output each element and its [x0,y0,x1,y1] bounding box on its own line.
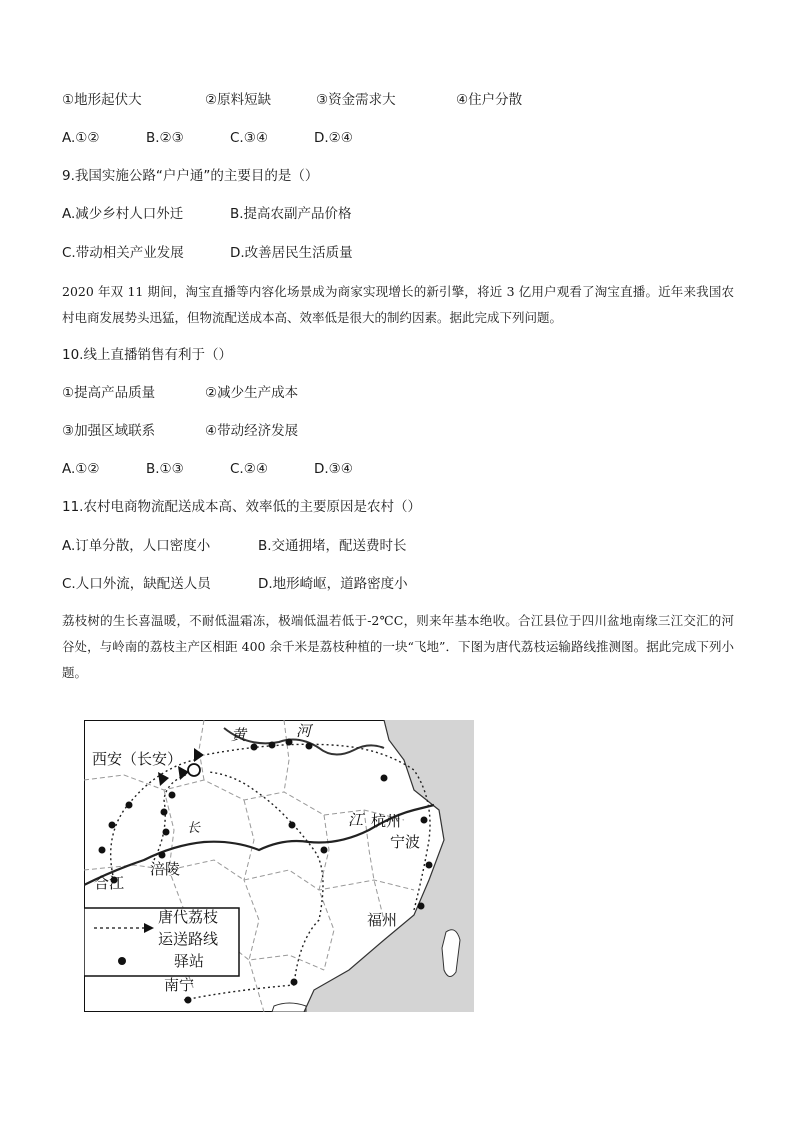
river-label-jiang: 江 [348,811,364,829]
river-label-he: 河 [296,722,312,740]
map-legend [84,908,239,976]
q10-choice-2: ②减少生产成本 [205,385,299,401]
q11-option-b: B.交通拥堵，配送费时长 [258,538,407,554]
city-label-ningbo: 宁波 [390,833,421,851]
city-label-hangzhou: 杭州 [371,812,402,830]
city-label-xian: 西安（长安） [92,750,183,768]
legend-label-route: 运送路线 [158,930,219,948]
q9-stem: 9.我国实施公路“户户通”的主要目的是（） [62,168,319,184]
q9-option-b: B.提高农副产品价格 [230,206,352,222]
q10-choice-4: ④带动经济发展 [205,423,299,439]
q10-option-c: C.②④ [230,461,268,477]
passage-lychee: 荔枝树的生长喜温暖，不耐低温霜冻，极端低温若低于-2℃C，则来年基本绝收。合江县位于四川盆地南缘三江交汇的河谷处，与岭南的荔枝主产区相距 400 余千米是荔枝种植的一块“飞地”．下图为唐代荔枝运输路线推测图。据此完成下列小题。 [62,613,734,680]
q10-choice-1: ①提高产品质量 [62,385,156,401]
q8-option-c: C.③④ [230,130,268,146]
q10-stem: 10.线上直播销售有利于（） [62,347,232,363]
city-label-nanning: 南宁 [164,976,195,994]
xian-marker [188,764,200,776]
q9-option-c: C.带动相关产业发展 [62,245,184,261]
q11-option-d: D.地形崎岖，道路密度小 [258,576,408,592]
q10-option-d: D.③④ [314,461,353,477]
passage-ecommerce: 2020 年双 11 期间，淘宝直播等内容化场景成为商家实现增长的新引擎，将近 3 亿用户观看了淘宝直播。近年来我国农村电商发展势头迅猛，但物流配送成本高、效率低是很大的制约因素。据此完成下列问题。 [62,284,734,325]
legend-label-tang-lychee: 唐代荔枝 [158,908,219,926]
q8-choice-2: ②原料短缺 [205,92,272,108]
city-label-fuling: 涪陵 [150,860,181,878]
q10-choice-3: ③加强区域联系 [62,423,156,439]
lychee-route-map [84,720,474,1012]
q11-stem: 11.农村电商物流配送成本高、效率低的主要原因是农村（） [62,499,421,515]
q8-choice-3: ③资金需求大 [316,92,396,108]
q8-choice-1: ①地形起伏大 [62,92,142,108]
river-label-chang: 长 [187,821,201,836]
q8-option-a: A.①② [62,130,100,146]
q8-option-b: B.②③ [146,130,184,146]
legend-label-station: 驿站 [174,952,205,970]
city-label-fuzhou: 福州 [367,911,398,929]
river-label-huang: 黄 [231,726,247,744]
q10-option-b: B.①③ [146,461,184,477]
q9-option-d: D.改善居民生活质量 [230,245,353,261]
q11-option-a: A.订单分散，人口密度小 [62,538,211,554]
q11-option-c: C.人口外流，缺配送人员 [62,576,211,592]
q8-choice-4: ④住户分散 [456,92,523,108]
q9-option-a: A.减少乡村人口外迁 [62,206,184,222]
city-label-hejiang: 合江 [94,874,125,892]
q8-option-d: D.②④ [314,130,353,146]
q10-option-a: A.①② [62,461,100,477]
legend-station-icon [118,957,126,965]
